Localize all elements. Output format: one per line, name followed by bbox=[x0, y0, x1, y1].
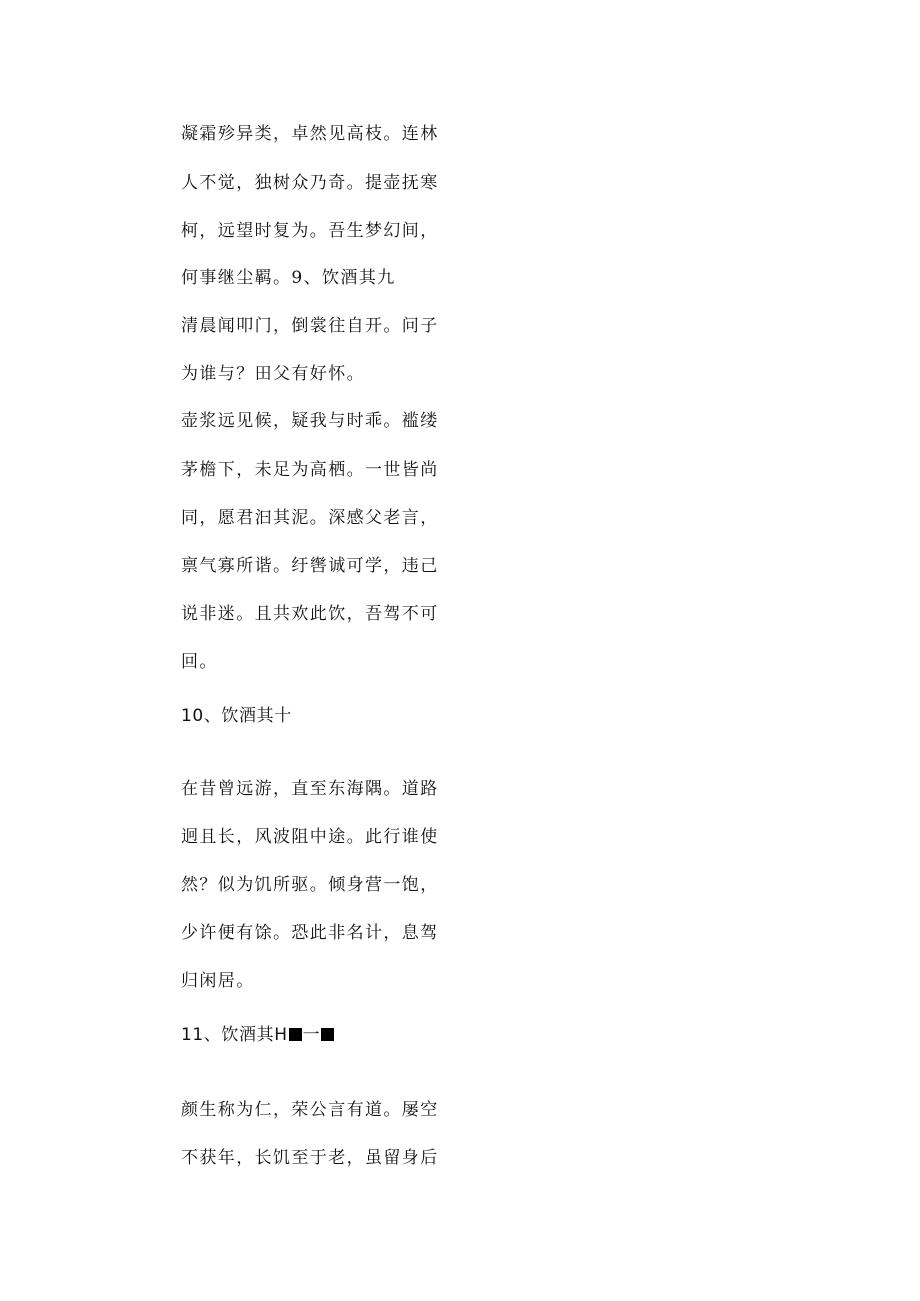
text-line: 在昔曾远游，直至东海隅。道路 bbox=[181, 779, 439, 799]
text-line: 凝霜殄异类，卓然见高枝。连林 bbox=[181, 124, 439, 144]
text-line: 清晨闻叩门，倒裳往自开。问子 bbox=[181, 316, 439, 336]
text-line: 禀气寡所谐。纡辔诚可学，违己 bbox=[181, 556, 439, 576]
section-heading bbox=[181, 1024, 335, 1046]
text-line: 归闲居。 bbox=[181, 971, 255, 991]
text-line: 为谁与？田父有好怀。 bbox=[181, 364, 365, 384]
text-line: 壶浆远见候，疑我与时乖。褴缕 bbox=[181, 411, 439, 431]
text-line: 然？似为饥所驱。倾身营一饱， bbox=[181, 875, 439, 895]
placeholder-square-icon bbox=[289, 1028, 302, 1041]
heading-text: 一 bbox=[302, 1025, 321, 1045]
text-line: 不获年，长饥至于老，虽留身后 bbox=[181, 1148, 439, 1168]
text-line: 茅檐下，未足为高栖。一世皆尚 bbox=[181, 460, 439, 480]
placeholder-square-icon bbox=[321, 1028, 334, 1041]
section-heading: 10、饮酒其十 bbox=[181, 706, 292, 726]
text-line: 少许便有馀。恐此非名计，息驾 bbox=[181, 923, 439, 943]
text-line: 说非迷。且共欢此饮，吾驾不可 bbox=[181, 604, 439, 624]
text-line: 人不觉，独树众乃奇。提壶抚寒 bbox=[181, 173, 439, 193]
text-line: 迥且长，风波阻中途。此行谁使 bbox=[181, 827, 439, 847]
heading-text: 11、饮酒其H bbox=[181, 1025, 288, 1045]
text-line: 回。 bbox=[181, 652, 218, 672]
text-line: 颜生称为仁，荣公言有道。屡空 bbox=[181, 1100, 439, 1120]
text-line: 何事继尘羁。9、饮酒其九 bbox=[181, 268, 396, 288]
text-line: 柯，远望时复为。吾生梦幻间， bbox=[181, 221, 439, 241]
text-line: 同，愿君汩其泥。深感父老言， bbox=[181, 508, 439, 528]
